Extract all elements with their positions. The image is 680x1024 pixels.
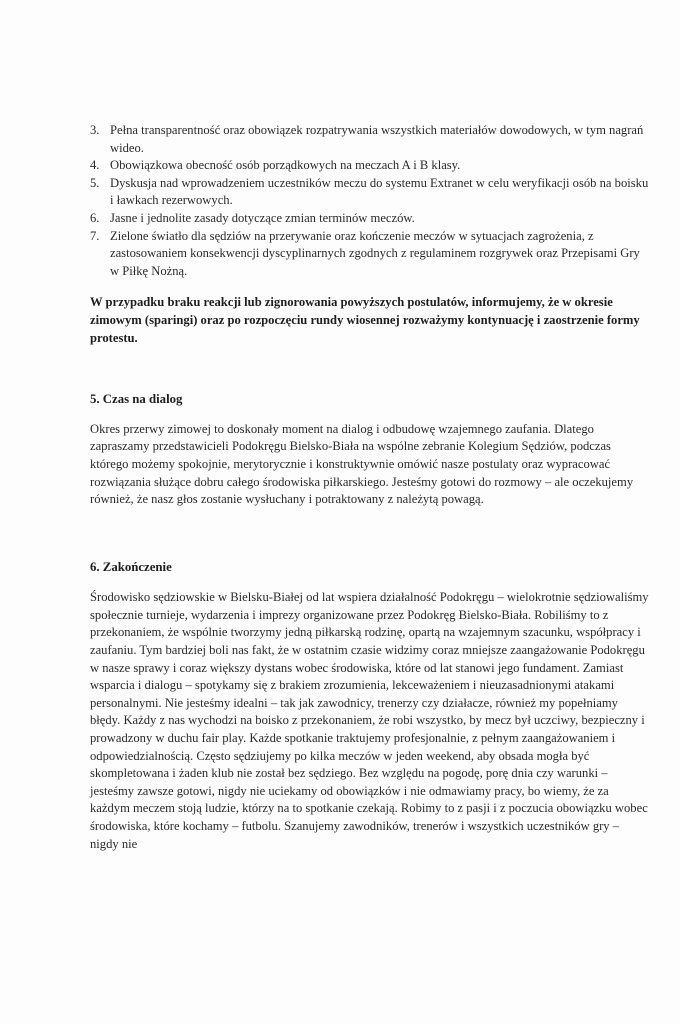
protest-warning-paragraph: W przypadku braku reakcji lub zignorowania powyższych postulatów, informujemy, że w okresie zimowym (sparingi) oraz po rozpoczęciu rundy wiosennej rozważymy kontynuację i zaostrzenie formy protestu.	[90, 295, 640, 345]
list-item-number: 7.	[90, 228, 100, 243]
section-heading-dialog: 5. Czas na dialog	[90, 392, 183, 407]
list-item-number: 6.	[90, 210, 100, 225]
list-item-text: Zielone światło dla sędziów na przerywanie oraz kończenie meczów w sytuacjach zagrożenia, z zastosowaniem konsekwencji dyscyplinarnych zgodnych z regulaminem rozgrywek oraz Przepisami Gry w Piłkę Nożną.	[110, 228, 640, 278]
list-item	[90, 175, 650, 210]
list-item-text: Jasne i jednolite zasady dotyczące zmian terminów meczów.	[110, 210, 415, 225]
list-item-number: 4.	[90, 158, 100, 173]
section-heading-conclusion: 6. Zakończenie	[90, 559, 172, 574]
document-body	[90, 122, 650, 853]
list-item-number: 5.	[90, 175, 100, 190]
list-item-text: Obowiązkowa obecność osób porządkowych na meczach A i B klasy.	[110, 158, 461, 173]
list-item	[90, 228, 650, 281]
section-body-conclusion: Środowisko sędziowskie w Bielsku-Białej od lat wspiera działalność Podokręgu – wielokrotnie sędziowaliśmy społecznie turnieje, wydarzenia i imprezy organizowane przez Podokręg Bielsko-Biała. Robiliśmy to z przekonaniem, że wspólnie tworzymy jedną piłkarską rodzinę, opartą na wzajemnym szacunku, współpracy i zaufaniu. Tym bardziej boli nas fakt, że w ostatnim czasie widzimy coraz mniejsze zaangażowanie Podokręgu w nasze sprawy i coraz większy dystans wobec środowiska, które od lat stanowi jego fundament. Zamiast wsparcia i dialogu – spotykamy się z brakiem zrozumienia, lekceważeniem i nieuzasadnionymi atakami personalnymi. Nie jesteśmy idealni – tak jak zawodnicy, trenerzy czy działacze, również my popełniamy błędy. Każdy z nas wychodzi na boisko z przekonaniem, że robi wszystko, by mecz był uczciwy, bezpieczny i prowadzony w duchu fair play. Każde spotkanie traktujemy profesjonalnie, z pełnym zaangażowaniem i odpowiedzialnością. Często sędziujemy po kilka meczów w jeden weekend, aby obsada mogła być skompletowana i żaden klub nie został bez sędziego. Bez względu na pogodę, porę dnia czy warunki – jesteśmy zawsze gotowi, nigdy nie uciekamy od obowiązków i nie odmawiamy pracy, bo wiemy, że za każdym meczem stoją ludzie, którzy na to spotkanie czekają. Robimy to z pasji i z poczucia obowiązku wobec środowiska, które kochamy – futbolu. Szanujemy zawodników, trenerów i wszystkich uczestników gry – nigdy nie	[90, 590, 649, 851]
list-item-number: 3.	[90, 123, 100, 137]
list-item-text: Dyskusja nad wprowadzeniem uczestników meczu do systemu Extranet w celu weryfikacji osób na boisku i ławkach rezerwowych.	[110, 175, 649, 208]
postulates-list	[90, 122, 650, 280]
list-item	[90, 210, 650, 228]
list-item-text: Pełna transparentność oraz obowiązek rozpatrywania wszystkich materiałów dowodowych, w tym nagrań wideo.	[110, 123, 644, 155]
section-body-dialog: Okres przerwy zimowej to doskonały moment na dialog i odbudowę wzajemnego zaufania. Dlatego zapraszamy przedstawicieli Podokręgu Bielsko-Biała na wspólne zebranie Kolegium Sędziów, podczas którego możemy spokojnie, merytorycznie i konstruktywnie omówić nasze postulaty oraz wypracować rozwiązania służące dobru całego środowiska piłkarskiego. Jesteśmy gotowi do rozmowy – ale oczekujemy również, że nasz głos zostanie wysłuchany i potraktowany z należytą powagą.	[90, 421, 634, 507]
list-item	[90, 122, 650, 157]
list-item	[90, 157, 650, 175]
